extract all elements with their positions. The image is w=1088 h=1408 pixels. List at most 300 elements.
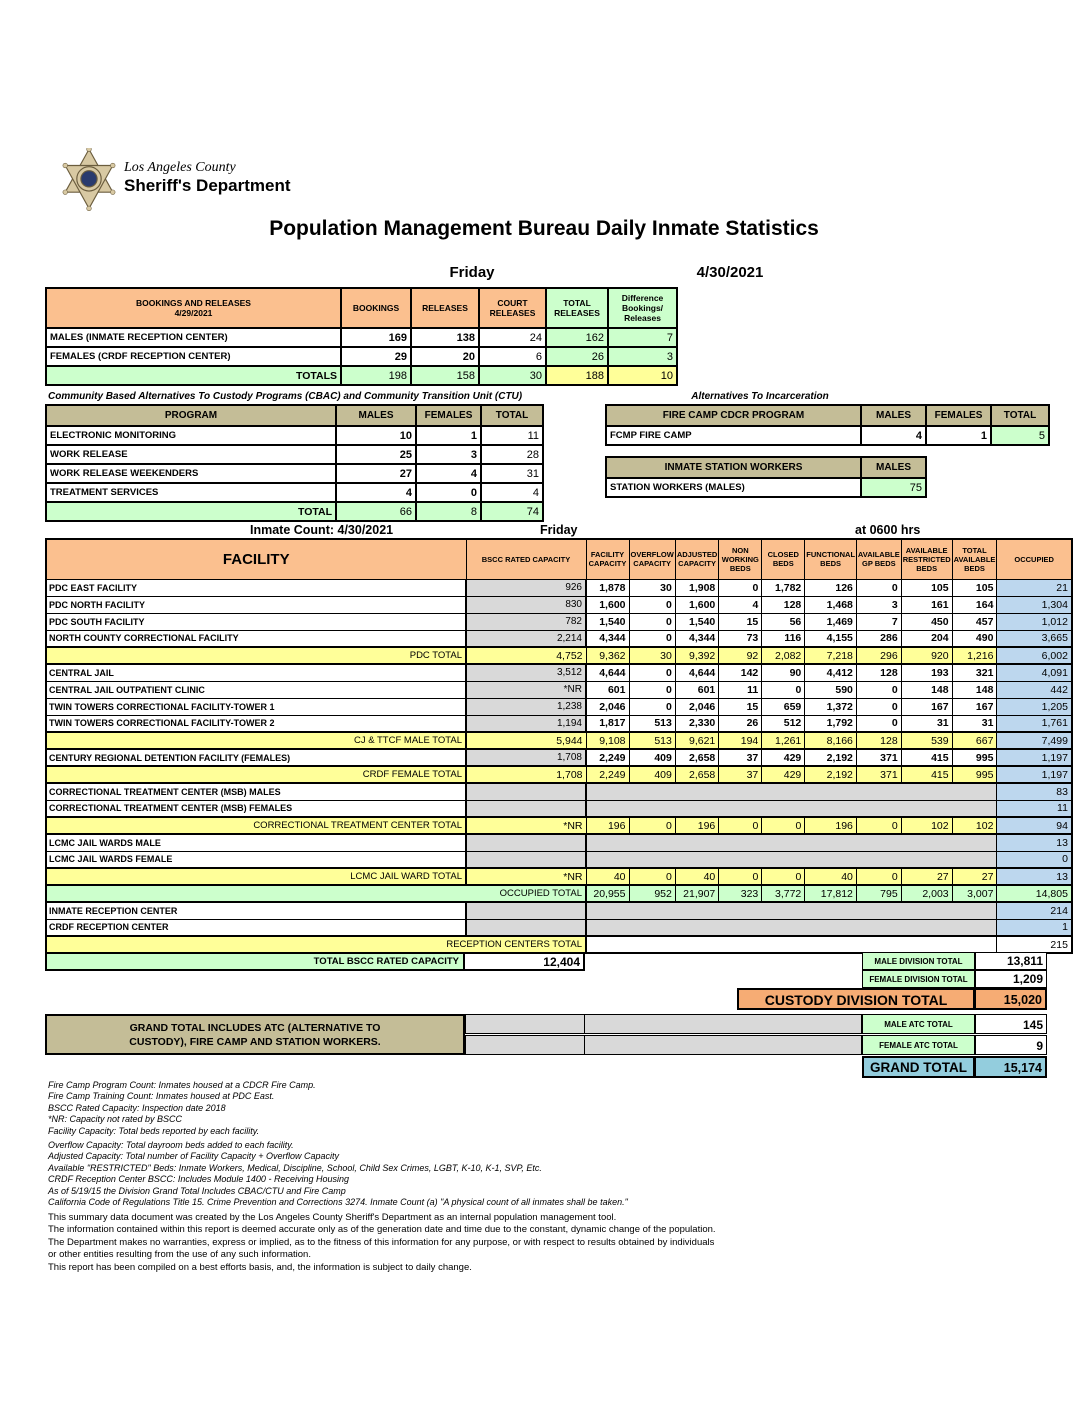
facility-cell: 0: [762, 681, 805, 698]
bookings-col-header: [608, 288, 677, 328]
cbac-cell: 0: [416, 483, 481, 502]
facility-cell: 167: [952, 698, 997, 715]
facility-cell: 15: [719, 613, 762, 630]
occupied-total-cell: 17,812: [805, 885, 857, 902]
bookings-cell: 24: [479, 328, 546, 347]
occupied-total-occupied-cell: 14,805: [997, 885, 1072, 902]
facility-cell: 148: [952, 681, 997, 698]
facility-cell: 2,192: [805, 749, 857, 766]
table-row: [46, 445, 543, 464]
facility-bscc-cell: [466, 851, 586, 868]
facility-cell: 2,658: [675, 766, 718, 783]
cbac-title: Community Based Alternatives To Custody Programs (CBAC) and Community Transition Unit (CTU): [48, 391, 523, 402]
facility-cell: 196: [675, 817, 718, 834]
bookings-cell: 6: [479, 347, 546, 366]
facility-bscc-cell: [466, 800, 586, 817]
facility-cell: 415: [901, 766, 952, 783]
occupied-total-row: [46, 885, 1072, 902]
facility-cell: 8,166: [805, 732, 857, 749]
facility-subtotal-label: CRDF FEMALE TOTAL: [46, 766, 466, 783]
report-day: Friday: [449, 264, 495, 281]
report-date: 4/30/2021: [696, 264, 764, 281]
atc-section: [45, 1014, 1047, 1078]
bookings-cell: 7: [608, 328, 677, 347]
cbac-col-header: PROGRAM: [46, 405, 336, 426]
facility-bscc-cell: 1,708: [466, 766, 586, 783]
facility-cell: 0: [719, 579, 762, 596]
table-row: [46, 851, 1072, 868]
facility-cell: 0: [856, 681, 901, 698]
bookings-date: 4/29/2021: [174, 308, 213, 318]
bookings-row-label: MALES (INMATE RECEPTION CENTER): [46, 328, 341, 347]
footnote-line: Fire Camp Training Count: Inmates housed at PDC East.: [48, 1091, 275, 1102]
facility-cell: 37: [719, 766, 762, 783]
cbac-total-row: [46, 502, 543, 521]
facility-cell: 601: [675, 681, 718, 698]
facility-cell: 105: [901, 579, 952, 596]
occupied-total-cell: 795: [856, 885, 901, 902]
facility-col-header: CLOSED BEDS: [762, 539, 805, 579]
facility-header-row: [46, 539, 1072, 579]
facility-cell: 30: [629, 647, 675, 664]
facility-cell: 3: [856, 596, 901, 613]
footnote-line: Fire Camp Program Count: Inmates housed at a CDCR Fire Camp.: [48, 1080, 316, 1090]
facility-cell: 0: [629, 630, 675, 647]
facility-cell: 40: [586, 868, 629, 885]
facility-cell: 1,540: [675, 613, 718, 630]
facility-gray-span: [586, 783, 997, 800]
bookings-totals-label: TOTALS: [46, 366, 341, 385]
footnote-line: As of 5/19/15 the Division Grand Total Includes CBAC/CTU and Fire Camp: [48, 1185, 346, 1196]
cbac-cell: 11: [481, 426, 543, 445]
male-atc-label: MALE ATC TOTAL: [862, 1014, 975, 1034]
cbac-row-label: ELECTRONIC MONITORING: [46, 426, 336, 445]
facility-cell: 2,046: [586, 698, 629, 715]
facility-row-label: INMATE RECEPTION CENTER: [46, 902, 466, 919]
facility-occupied-cell: 1,197: [997, 766, 1072, 783]
bookings-totals-row: [46, 366, 677, 385]
facility-row-label: CENTRAL JAIL: [46, 664, 466, 681]
facility-occupied-cell: 1,197: [997, 749, 1072, 766]
facility-cell: 194: [719, 732, 762, 749]
fire-camp-table: [605, 404, 1050, 446]
facility-cell: 105: [952, 579, 997, 596]
facility-occupied-cell: 83: [997, 783, 1072, 800]
facility-bscc-cell: 830: [466, 596, 586, 613]
occupied-total-cell: 3,772: [762, 885, 805, 902]
facility-cell: 2,046: [675, 698, 718, 715]
facility-cell: 0: [629, 817, 675, 834]
grand-total-note-line2: CUSTODY), FIRE CAMP AND STATION WORKERS.: [129, 1036, 381, 1048]
facility-cell: 0: [629, 664, 675, 681]
facility-cell: 0: [719, 817, 762, 834]
facility-col-header: NON WORKING BEDS: [719, 539, 762, 579]
facility-cell: 429: [762, 766, 805, 783]
facility-cell: 0: [629, 613, 675, 630]
bookings-cell: 3: [608, 347, 677, 366]
table-row: [46, 783, 1072, 800]
facility-cell: 4,344: [675, 630, 718, 647]
facility-row-label: CRDF RECEPTION CENTER: [46, 919, 466, 936]
facility-cell: 9,362: [586, 647, 629, 664]
facility-cell: 40: [805, 868, 857, 885]
bookings-cell: 26: [546, 347, 608, 366]
facility-cell: 1,817: [586, 715, 629, 732]
bookings-col-header-line: TOTAL: [563, 298, 591, 308]
facility-col-header: OVERFLOW CAPACITY: [629, 539, 675, 579]
facility-cell: 4,644: [675, 664, 718, 681]
custody-division-label: CUSTODY DIVISION TOTAL: [737, 988, 975, 1010]
bookings-col-header: [546, 288, 608, 328]
facility-cell: 167: [901, 698, 952, 715]
facility-occupied-cell: 21: [997, 579, 1072, 596]
disclaimer-line: The Department makes no warranties, express or implied, as to the fitness of this information for any purpose, or with respect to results obtained by individuals: [48, 1236, 715, 1248]
table-row: [606, 478, 926, 497]
logo-department: Sheriff's Department: [124, 176, 291, 195]
facility-cell: 0: [762, 817, 805, 834]
inmate-count-day: Friday: [540, 523, 578, 537]
facility-cell: 539: [901, 732, 952, 749]
facility-subtotal-row: [46, 732, 1072, 749]
facility-cell: 4,412: [805, 664, 857, 681]
facility-cell: 4,644: [586, 664, 629, 681]
table-row: [46, 596, 1072, 613]
facility-cell: 196: [586, 817, 629, 834]
facility-cell: 995: [952, 766, 997, 783]
cbac-header-row: [46, 405, 543, 426]
facility-cell: 512: [762, 715, 805, 732]
facility-cell: 296: [856, 647, 901, 664]
occupied-total-label: OCCUPIED TOTAL: [46, 885, 586, 902]
bookings-totals-cell: 188: [546, 366, 608, 385]
facility-cell: 196: [805, 817, 857, 834]
footnote-line: California Code of Regulations Title 15. Crime Prevention and Corrections 3274. Inmate Count (a) "A physical count of all inmates shall be taken.": [48, 1197, 628, 1208]
cbac-cell: 1: [416, 426, 481, 445]
facility-cell: 1,469: [805, 613, 857, 630]
facility-subtotal-label: CJ & TTCF MALE TOTAL: [46, 732, 466, 749]
cbac-cell: 28: [481, 445, 543, 464]
facility-bscc-cell: 926: [466, 579, 586, 596]
facility-cell: 513: [629, 715, 675, 732]
grand-total-label: GRAND TOTAL: [862, 1056, 975, 1078]
facility-cell: 142: [719, 664, 762, 681]
bookings-cell: 138: [411, 328, 479, 347]
station-cell: 75: [861, 478, 926, 497]
disclaimer: [48, 1212, 716, 1274]
female-division-value: 1,209: [975, 970, 1047, 988]
table-row: [46, 902, 1072, 919]
inmate-count-caption: Inmate Count: 4/30/2021: [250, 523, 394, 537]
facility-cell: 1,600: [586, 596, 629, 613]
facility-cell: 1,878: [586, 579, 629, 596]
atc-gray-cell: [585, 1035, 862, 1055]
inmate-count-time: at 0600 hrs: [855, 523, 921, 537]
facility-row-label: NORTH COUNTY CORRECTIONAL FACILITY: [46, 630, 466, 647]
facility-cell: 7,218: [805, 647, 857, 664]
bookings-col-header-line: Releases: [624, 313, 661, 323]
facility-col-header: BSCC RATED CAPACITY: [466, 539, 586, 579]
facility-cell: 490: [952, 630, 997, 647]
disclaimer-line: This summary data document was created by the Los Angeles County Sheriff's Department as an internal population management tool.: [48, 1212, 617, 1223]
reception-total-label: RECEPTION CENTERS TOTAL: [46, 936, 586, 953]
facility-cell: 31: [952, 715, 997, 732]
facility-bscc-cell: 1,194: [466, 715, 586, 732]
grand-total-note-line1: GRAND TOTAL INCLUDES ATC (ALTERNATIVE TO: [129, 1022, 381, 1034]
bookings-col-header-line: Difference: [621, 293, 664, 303]
facility-cell: 409: [629, 766, 675, 783]
facility-cell: 26: [719, 715, 762, 732]
facility-occupied-cell: 4,091: [997, 664, 1072, 681]
facility-subtotal-label: CORRECTIONAL TREATMENT CENTER TOTAL: [46, 817, 466, 834]
facility-cell: 321: [952, 664, 997, 681]
facility-cell: 601: [586, 681, 629, 698]
facility-cell: 429: [762, 749, 805, 766]
facility-cell: 0: [856, 715, 901, 732]
occupied-total-cell: 21,907: [675, 885, 718, 902]
bookings-cell: 20: [411, 347, 479, 366]
facility-cell: 0: [762, 868, 805, 885]
facility-cell: 0: [856, 698, 901, 715]
cbac-row-label: TREATMENT SERVICES: [46, 483, 336, 502]
facility-cell: 15: [719, 698, 762, 715]
cbac-cell: 31: [481, 464, 543, 483]
facility-occupied-cell: 1,012: [997, 613, 1072, 630]
facility-bscc-cell: 3,512: [466, 664, 586, 681]
facility-col-header: FUNCTIONAL BEDS: [805, 539, 857, 579]
cbac-total-cell: 66: [336, 502, 416, 521]
facility-cell: 4,344: [586, 630, 629, 647]
custody-division-value: 15,020: [975, 988, 1047, 1010]
facility-cell: 1,792: [805, 715, 857, 732]
facility-cell: 73: [719, 630, 762, 647]
facility-cell: 2,658: [675, 749, 718, 766]
facility-col-header: AVAILABLE GP BEDS: [856, 539, 901, 579]
facility-cell: 102: [952, 817, 997, 834]
facility-bscc-cell: *NR: [466, 868, 586, 885]
facility-cell: 1,468: [805, 596, 857, 613]
male-atc-row: [465, 1014, 1047, 1034]
facility-gray-span: [586, 851, 997, 868]
atc-gray-cell: [465, 1014, 585, 1034]
footnote-line: *NR: Capacity not rated by BSCC: [48, 1114, 183, 1125]
table-row: [46, 464, 543, 483]
table-row: [46, 347, 677, 366]
table-row: [46, 483, 543, 502]
total-bscc-value: 12,404: [465, 952, 585, 971]
cbac-cell: 4: [481, 483, 543, 502]
female-atc-label: FEMALE ATC TOTAL: [862, 1035, 975, 1055]
footnote-line: Facility Capacity: Total beds reported by each facility.: [48, 1125, 260, 1136]
facility-occupied-cell: 442: [997, 681, 1072, 698]
cbac-total-cell: 8: [416, 502, 481, 521]
fire-camp-cell: 5: [991, 426, 1049, 445]
bookings-totals-cell: 30: [479, 366, 546, 385]
facility-occupied-cell: 1,761: [997, 715, 1072, 732]
facility-cell: 4: [719, 596, 762, 613]
fire-camp-row-label: FCMP FIRE CAMP: [606, 426, 861, 445]
bookings-totals-cell: 198: [341, 366, 411, 385]
bookings-col-header: [479, 288, 546, 328]
facility-occupied-cell: 94: [997, 817, 1072, 834]
facility-gray-span: [586, 834, 997, 851]
facility-cell: 995: [952, 749, 997, 766]
facility-occupied-cell: 1,205: [997, 698, 1072, 715]
occupied-total-cell: 323: [719, 885, 762, 902]
bookings-cell: 29: [341, 347, 411, 366]
bookings-title-cell: [46, 288, 341, 328]
ati-title: Alternatives To Incarceration: [691, 391, 829, 402]
facility-bscc-cell: [466, 834, 586, 851]
table-row: [46, 834, 1072, 851]
facility-row-label: CENTURY REGIONAL DETENTION FACILITY (FEMALES): [46, 749, 466, 766]
table-row: [46, 664, 1072, 681]
cbac-row-label: WORK RELEASE WEEKENDERS: [46, 464, 336, 483]
grand-total-value: 15,174: [975, 1056, 1047, 1078]
cbac-table: [45, 404, 544, 522]
facility-cell: 0: [629, 868, 675, 885]
facility-cell: 1,908: [675, 579, 718, 596]
facility-col-header: OCCUPIED: [997, 539, 1072, 579]
facility-cell: 128: [856, 664, 901, 681]
page-title: Population Management Bureau Daily Inmate Statistics: [269, 217, 819, 240]
facility-cell: 90: [762, 664, 805, 681]
table-row: [46, 328, 677, 347]
facility-cell: 457: [952, 613, 997, 630]
facility-cell: 409: [629, 749, 675, 766]
facility-cell: 1,261: [762, 732, 805, 749]
facility-row-label: CORRECTIONAL TREATMENT CENTER (MSB) FEMALES: [46, 800, 466, 817]
disclaimer-line: or other entities resulting from the use of any such information.: [48, 1249, 311, 1261]
cbac-cell: 4: [336, 483, 416, 502]
facility-cell: 9,621: [675, 732, 718, 749]
facility-cell: 1,216: [952, 647, 997, 664]
facility-cell: 1,372: [805, 698, 857, 715]
facility-occupied-cell: 6,002: [997, 647, 1072, 664]
cbac-col-header: FEMALES: [416, 405, 481, 426]
bookings-cell: 162: [546, 328, 608, 347]
female-division-row: [862, 970, 1047, 988]
facility-gray-span: [586, 919, 997, 936]
facility-cell: 148: [901, 681, 952, 698]
facility-bscc-cell: 1,708: [466, 749, 586, 766]
facility-row-label: PDC EAST FACILITY: [46, 579, 466, 596]
cbac-col-header: MALES: [336, 405, 416, 426]
facility-row-label: PDC NORTH FACILITY: [46, 596, 466, 613]
custody-division-row: [737, 988, 1047, 1010]
logo-county: Los Angeles County: [124, 160, 236, 175]
facility-cell: 128: [856, 732, 901, 749]
facility-cell: 450: [901, 613, 952, 630]
bookings-cell: 169: [341, 328, 411, 347]
bookings-title: BOOKINGS AND RELEASES: [136, 298, 251, 308]
fire-camp-header-row: [606, 405, 1049, 426]
facility-occupied-cell: 13: [997, 868, 1072, 885]
fire-camp-col-header: MALES: [861, 405, 926, 426]
facility-cell: 4,155: [805, 630, 857, 647]
facility-bscc-cell: 2,214: [466, 630, 586, 647]
facility-col-header: FACILITY: [46, 539, 466, 579]
facility-subtotal-label: LCMC JAIL WARD TOTAL: [46, 868, 466, 885]
table-row: [46, 800, 1072, 817]
facility-cell: 37: [719, 749, 762, 766]
facility-gray-span: [586, 902, 997, 919]
facility-occupied-cell: 214: [997, 902, 1072, 919]
bookings-col-header-line: RELEASES: [489, 308, 536, 318]
facility-col-header: FACILITY CAPACITY: [586, 539, 629, 579]
facility-bscc-cell: *NR: [466, 817, 586, 834]
facility-cell: 1,782: [762, 579, 805, 596]
facility-bscc-cell: 4,752: [466, 647, 586, 664]
grand-total-note: [45, 1014, 465, 1055]
facility-cell: 286: [856, 630, 901, 647]
lasd-logo: [60, 148, 291, 212]
occupied-total-cell: 2,003: [901, 885, 952, 902]
bookings-col-header-line: RELEASES: [554, 308, 600, 318]
male-atc-value: 145: [975, 1014, 1047, 1034]
footnote-line: Adjusted Capacity: Total number of Facility Capacity + Overflow Capacity: [48, 1151, 340, 1162]
reception-total-occupied-cell: 215: [997, 936, 1072, 953]
facility-bscc-cell: [466, 902, 586, 919]
table-row: [46, 749, 1072, 766]
cbac-row-label: WORK RELEASE: [46, 445, 336, 464]
footnote-line: Overflow Capacity: Total dayroom beds added to each facility.: [48, 1140, 294, 1151]
facility-cell: 415: [901, 749, 952, 766]
fire-camp-col-header: FEMALES: [926, 405, 991, 426]
facility-cell: 920: [901, 647, 952, 664]
facility-table: [45, 538, 1073, 954]
occupied-total-cell: 3,007: [952, 885, 997, 902]
facility-cell: 31: [901, 715, 952, 732]
fire-camp-cell: 1: [926, 426, 991, 445]
cbac-cell: 3: [416, 445, 481, 464]
occupied-total-cell: 952: [629, 885, 675, 902]
station-col-header: MALES: [861, 457, 926, 478]
cbac-total-cell: 74: [481, 502, 543, 521]
cbac-col-header: TOTAL: [481, 405, 543, 426]
bookings-col-header-line: Bookings/: [621, 303, 664, 313]
facility-cell: 0: [629, 681, 675, 698]
facility-cell: 2,330: [675, 715, 718, 732]
female-atc-row: [465, 1035, 1047, 1055]
bookings-row-label: FEMALES (CRDF RECEPTION CENTER): [46, 347, 341, 366]
facility-row-label: CENTRAL JAIL OUTPATIENT CLINIC: [46, 681, 466, 698]
footnotes: [48, 1080, 628, 1208]
facility-occupied-cell: 0: [997, 851, 1072, 868]
facility-subtotal-row: [46, 817, 1072, 834]
table-row: [606, 426, 1049, 445]
atc-gray-cell: [585, 1014, 862, 1034]
table-row: [46, 613, 1072, 630]
facility-bscc-cell: 1,238: [466, 698, 586, 715]
station-workers-table: [605, 456, 927, 498]
facility-occupied-cell: 3,665: [997, 630, 1072, 647]
facility-bscc-cell: [466, 919, 586, 936]
facility-cell: 116: [762, 630, 805, 647]
facility-occupied-cell: 11: [997, 800, 1072, 817]
facility-cell: 30: [629, 579, 675, 596]
table-row: [46, 919, 1072, 936]
table-row: [46, 579, 1072, 596]
facility-cell: 204: [901, 630, 952, 647]
table-row: [46, 426, 543, 445]
table-row: [46, 698, 1072, 715]
footnote-line: Available "RESTRICTED" Beds: Inmate Workers, Medical, Discipline, School, Child Sex Crimes, LGBT, K-10, K-1, SVP, Etc.: [48, 1162, 542, 1173]
station-col-header: INMATE STATION WORKERS: [606, 457, 861, 478]
male-division-label: MALE DIVISION TOTAL: [862, 952, 975, 970]
bookings-totals-cell: 10: [608, 366, 677, 385]
table-row: [46, 630, 1072, 647]
fire-camp-col-header: FIRE CAMP CDCR PROGRAM: [606, 405, 861, 426]
